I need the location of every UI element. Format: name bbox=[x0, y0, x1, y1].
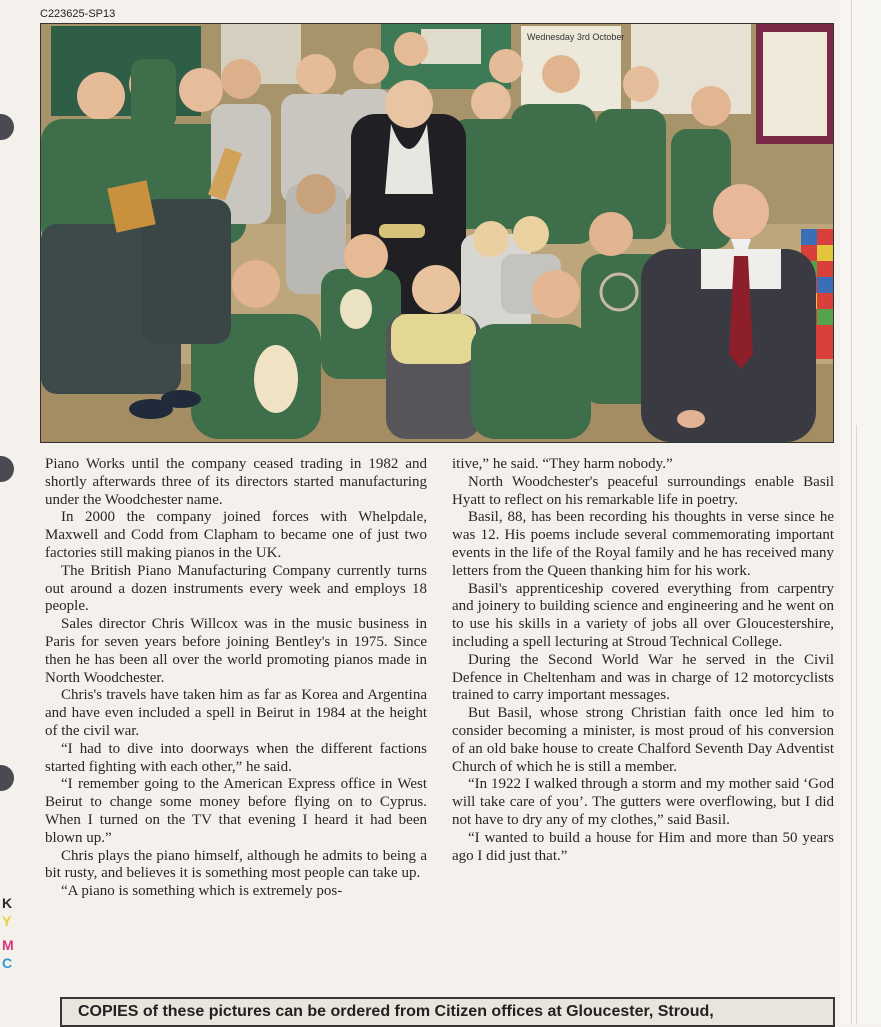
paragraph: During the Second World War he served in the Civil Defence in Cheltenham and was in charge of 12 motorcyclists trained to carry important messages. bbox=[452, 651, 834, 704]
paragraph: Basil, 88, has been recording his thoughts in verse since he was 12. His poems include several commemorating important events in the life of the Royal family and he has received many letters from the Queen thanking him for his work. bbox=[452, 509, 834, 579]
paragraph: North Woodchester's peaceful surroundings enable Basil Hyatt to reflect on his remarkable life in poetry. bbox=[452, 473, 834, 508]
paragraph: “In 1922 I walked through a storm and my mother said ‘God will take care of you’. The gutters were overflowing, but I did not have to dry any of my clothes,” said Basil. bbox=[452, 776, 834, 828]
registration-mark-y: Y bbox=[2, 913, 12, 929]
article-column-left bbox=[45, 456, 427, 901]
paragraph: itive,” he said. “They harm nobody.” bbox=[452, 456, 673, 472]
paragraph: Basil's apprenticeship covered everything from carpentry and joinery to building science and engineering and he went on to use his skills in a variety of jobs all over Gloucestershire, including a spell lecturing at Stroud Technical College. bbox=[452, 580, 834, 650]
scan-margin bbox=[840, 0, 881, 1024]
paragraph: But Basil, whose strong Christian faith once led him to consider becoming a minister, is most proud of his conversion of an old bake house to create Chalford Seventh Day Adventist Church of which he is still a member. bbox=[452, 705, 834, 775]
binder-hole-icon bbox=[0, 114, 14, 140]
paragraph: The British Piano Manufacturing Company currently turns out around a dozen instruments every week and employs 18 people. bbox=[45, 562, 427, 615]
registration-mark-m: M bbox=[2, 937, 14, 953]
page-edge-lower bbox=[856, 425, 857, 1024]
photo-copies-notice: COPIES of these pictures can be ordered from Citizen offices at Gloucester, Stroud, bbox=[60, 997, 835, 1027]
paragraph: Chris plays the piano himself, although he admits to being a bit rusty, and believes it is something most people can take up. bbox=[45, 847, 427, 882]
reference-code: C223625-SP13 bbox=[40, 8, 116, 20]
registration-mark-k: K bbox=[2, 895, 13, 911]
article-column-right bbox=[452, 456, 834, 865]
paragraph: Sales director Chris Willcox was in the music business in Paris for seven years before joining Bentley's in 1975. Since then he has been all over the world promoting pianos made in North Woodchester. bbox=[45, 616, 427, 686]
binder-hole-icon bbox=[0, 456, 14, 482]
paragraph: “I wanted to build a house for Him and more than 50 years ago I did just that.” bbox=[452, 829, 834, 864]
news-photo-classroom bbox=[40, 23, 834, 443]
paragraph: Piano Works until the company ceased trading in 1982 and shortly afterwards three of its directors started manufacturing under the Woodchester name. bbox=[45, 456, 427, 508]
page-edge bbox=[851, 0, 852, 1024]
paragraph: In 2000 the company joined forces with Whelpdale, Maxwell and Codd from Clapham to became one of just two factories still making pianos in the UK. bbox=[45, 509, 427, 561]
paragraph: Chris's travels have taken him as far as Korea and Argentina and have even included a spell in Beirut in 1984 at the height of the civil war. bbox=[45, 687, 427, 739]
binder-hole-icon bbox=[0, 765, 14, 791]
registration-mark-c: C bbox=[2, 955, 13, 971]
paragraph: “I had to dive into doorways when the different factions started fighting with each other,” he said. bbox=[45, 740, 427, 775]
paragraph: “I remember going to the American Express office in West Beirut to change some money before flying on to Cyprus. When I turned on the TV that evening I heard it had been blown up.” bbox=[45, 776, 427, 846]
whiteboard-date: Wednesday 3rd October bbox=[527, 32, 625, 42]
paragraph: “A piano is something which is extremely pos- bbox=[61, 883, 343, 900]
